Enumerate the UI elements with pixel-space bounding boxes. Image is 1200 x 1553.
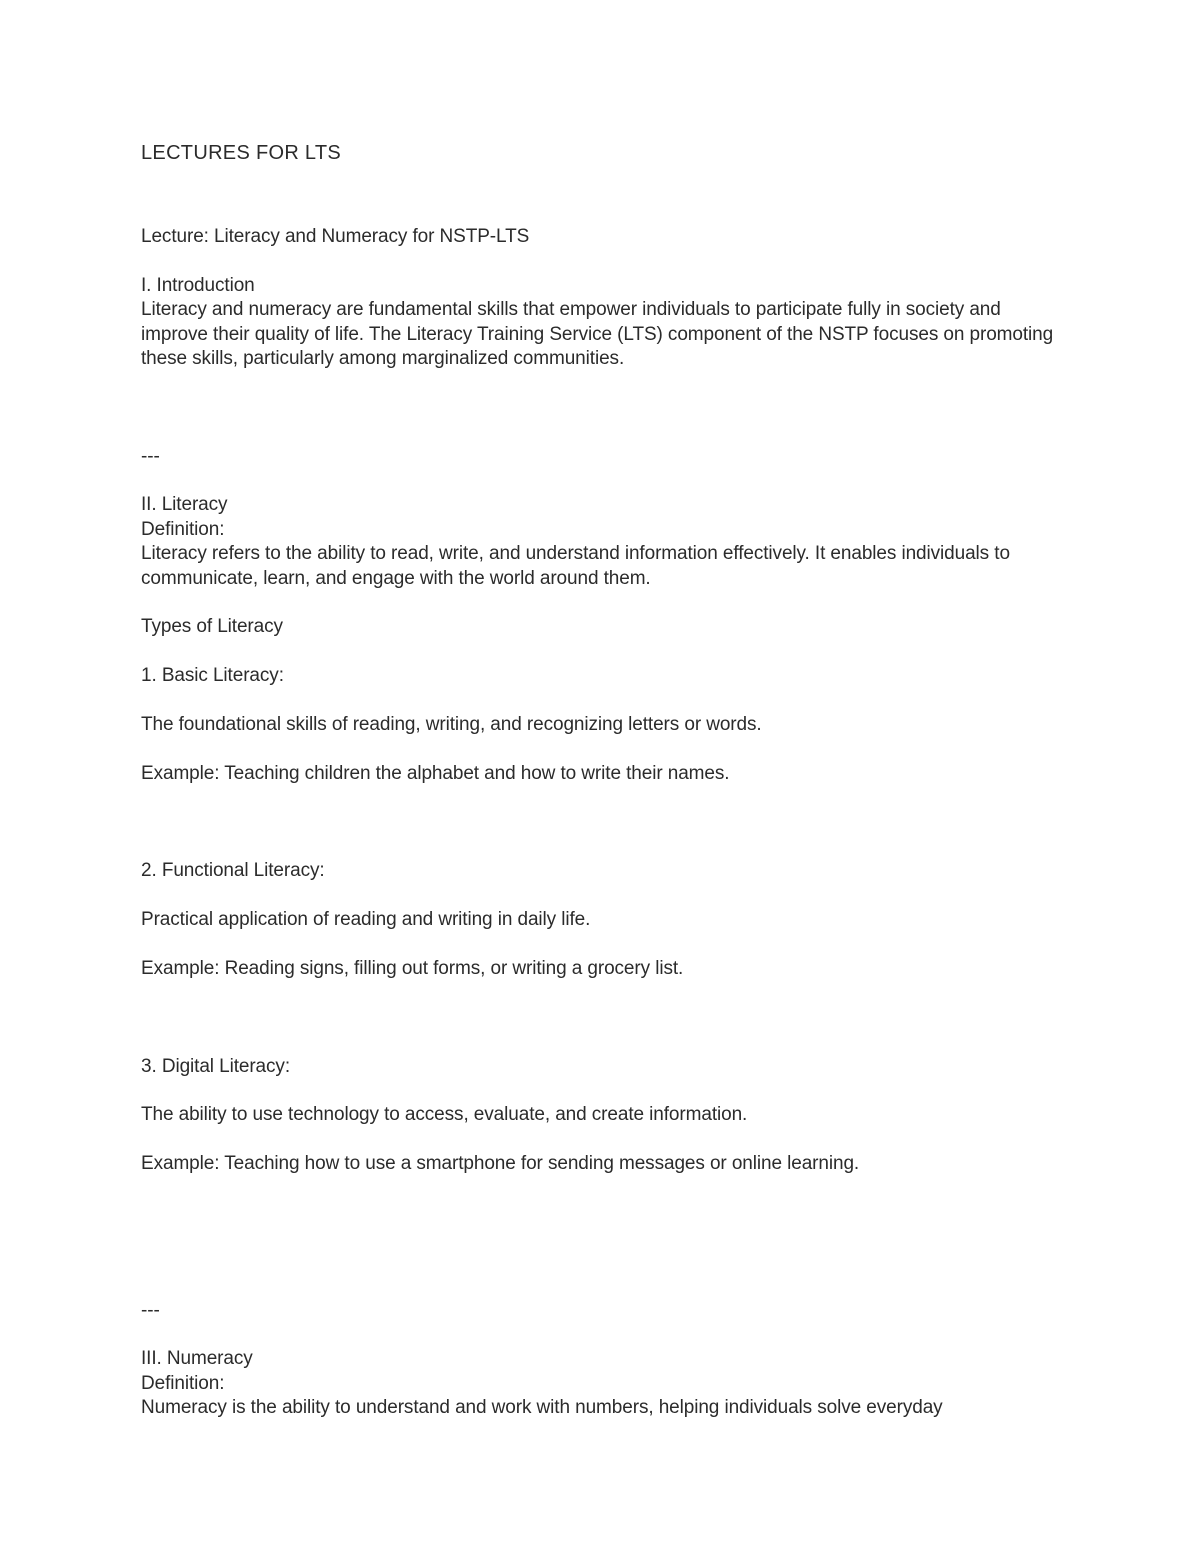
spacer xyxy=(141,1128,1071,1152)
spacer xyxy=(141,1079,1071,1103)
literacy-type-title: 2. Functional Literacy: xyxy=(141,860,325,882)
spacer xyxy=(141,640,1071,664)
section-separator: --- xyxy=(141,1299,160,1321)
spacer xyxy=(141,1274,1071,1298)
spacer xyxy=(141,737,1071,761)
spacer xyxy=(141,591,1071,615)
literacy-type-example: Example: Reading signs, filling out forms, or writing a grocery list. xyxy=(141,958,684,979)
spacer xyxy=(141,165,1071,225)
section-separator: --- xyxy=(141,445,160,467)
section-heading-introduction: I. Introduction xyxy=(141,274,255,296)
spacer xyxy=(141,371,1071,420)
spacer xyxy=(141,933,1071,957)
literacy-type-description: The foundational skills of reading, writing, and recognizing letters or words. xyxy=(141,714,762,736)
spacer xyxy=(141,1323,1071,1347)
spacer xyxy=(141,1177,1071,1226)
spacer xyxy=(141,981,1071,1030)
numeracy-definition: Numeracy is the ability to understand and work with numbers, helping individuals solve everyday xyxy=(141,1397,943,1419)
spacer xyxy=(141,884,1071,908)
document-title: LECTURES FOR LTS xyxy=(141,142,342,164)
definition-label: Definition: xyxy=(141,518,225,540)
literacy-type-description: The ability to use technology to access, evaluate, and create information. xyxy=(141,1104,748,1126)
definition-label: Definition: xyxy=(141,1372,225,1394)
literacy-type-example: Example: Teaching children the alphabet and how to write their names. xyxy=(141,762,730,784)
spacer xyxy=(141,1030,1071,1054)
spacer xyxy=(141,835,1071,859)
spacer xyxy=(141,469,1071,493)
literacy-type-title: 1. Basic Literacy: xyxy=(141,665,284,687)
spacer xyxy=(141,420,1071,444)
literacy-type-example: Example: Teaching how to use a smartphone for sending messages or online learning. xyxy=(141,1153,860,1175)
literacy-type-title: 3. Digital Literacy: xyxy=(141,1055,291,1077)
spacer xyxy=(141,689,1071,713)
literacy-type-description: Practical application of reading and writing in daily life. xyxy=(141,909,591,931)
lecture-heading: Lecture: Literacy and Numeracy for NSTP-LTS xyxy=(141,226,530,247)
spacer xyxy=(141,249,1071,273)
section-heading-literacy: II. Literacy xyxy=(141,494,228,516)
types-of-literacy-heading: Types of Literacy xyxy=(141,616,283,638)
literacy-definition: Literacy refers to the ability to read, write, and understand information effectively. It enables individuals to communicate, learn, and engage with the world around them. xyxy=(141,543,1010,589)
spacer xyxy=(141,1225,1071,1274)
spacer xyxy=(141,786,1071,835)
document-body xyxy=(141,141,1071,1421)
section-heading-numeracy: III. Numeracy xyxy=(141,1348,253,1370)
introduction-paragraph: Literacy and numeracy are fundamental skills that empower individuals to participate fully in society and improve their quality of life. The Literacy Training Service (LTS) component of the NSTP focuses on promoting these skills, particularly among marginalized communities. xyxy=(141,299,1054,370)
